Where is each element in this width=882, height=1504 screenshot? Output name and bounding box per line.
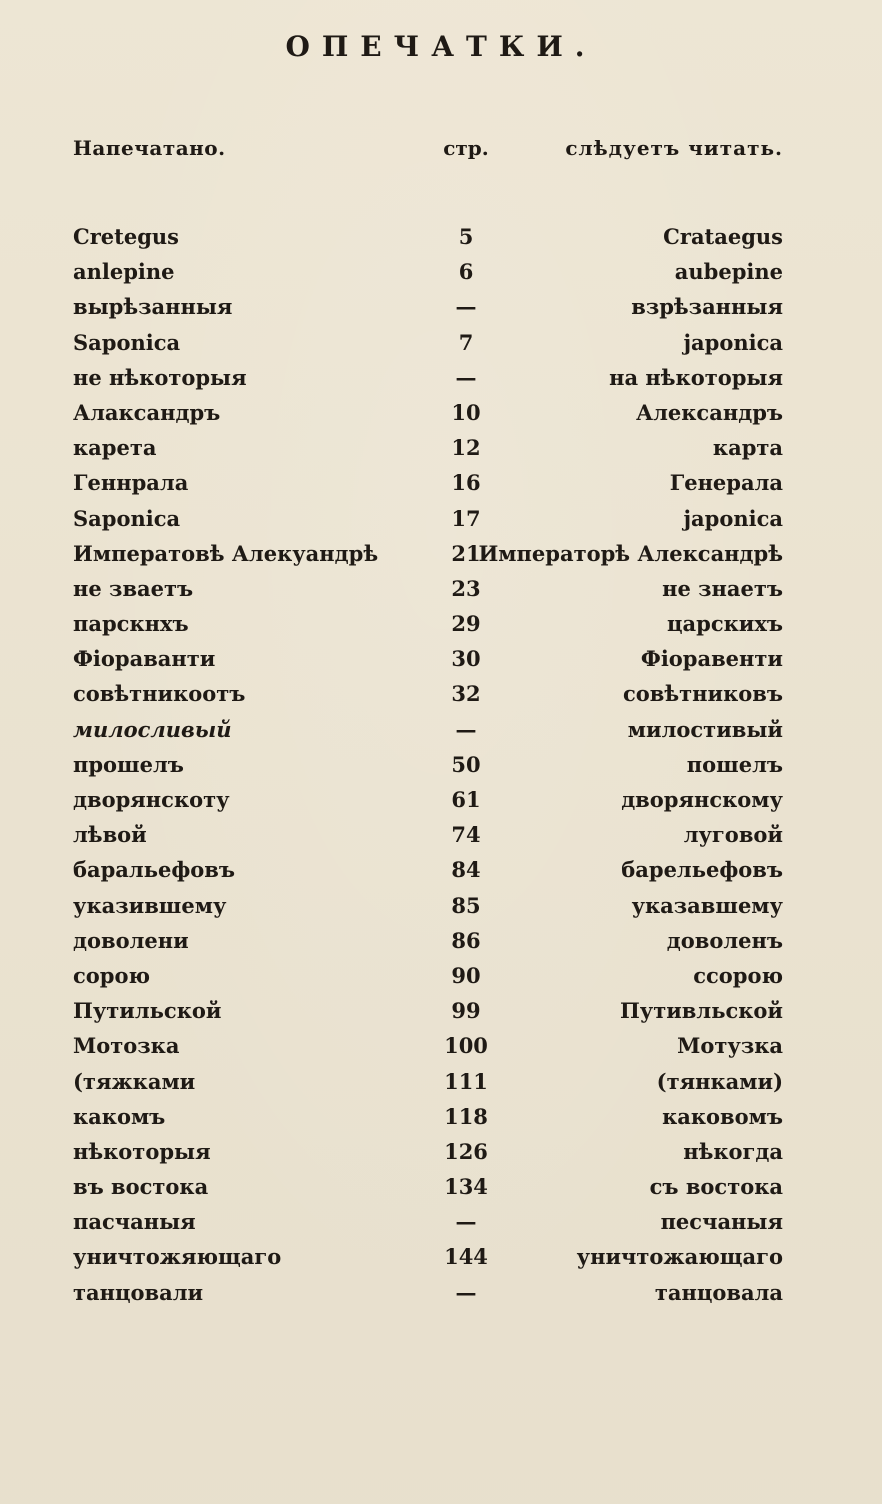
cell-page: — (455, 294, 477, 320)
cell-correct: песчаныя (660, 1209, 783, 1235)
cell-correct: Генерала (669, 470, 783, 496)
cell-page: 111 (444, 1068, 488, 1094)
table-row (73, 360, 783, 395)
cell-printed: нѣкоторыя (73, 1138, 211, 1164)
cell-correct: Александръ (636, 399, 783, 425)
cell-printed: парскнхъ (73, 611, 189, 637)
column-headers (73, 136, 783, 166)
table-row (73, 430, 783, 465)
table-row (73, 1204, 783, 1239)
table-row (73, 254, 783, 289)
table-row (73, 1134, 783, 1169)
cell-printed: прошелъ (73, 751, 184, 777)
cell-correct: Crataegus (663, 224, 783, 249)
cell-page: 6 (458, 259, 474, 285)
cell-correct: совѣтниковъ (623, 681, 783, 707)
table-row (73, 395, 783, 430)
cell-page: 29 (451, 611, 481, 637)
header-page: стр. (443, 136, 489, 160)
cell-correct: ссорою (693, 962, 783, 988)
cell-correct: дворянскому (621, 787, 783, 812)
table-row (73, 501, 783, 536)
cell-page: 85 (451, 892, 481, 918)
table-row (73, 852, 783, 887)
cell-printed: Алаксандръ (73, 399, 221, 425)
cell-page: — (455, 716, 477, 742)
cell-printed: лѣвой (73, 822, 147, 848)
table-row (73, 1239, 783, 1274)
table-row (73, 888, 783, 923)
cell-page: — (455, 1209, 477, 1235)
errata-table (73, 219, 783, 1310)
cell-correct: карта (712, 435, 783, 461)
cell-page: 90 (451, 962, 481, 988)
cell-correct: барельефовъ (621, 857, 783, 883)
cell-page: 5 (458, 224, 474, 249)
cell-printed: какомъ (73, 1103, 166, 1129)
table-row (73, 219, 783, 254)
cell-printed: Мотозка (73, 1033, 180, 1059)
cell-printed: Saponica (73, 505, 181, 531)
cell-correct: Мотузка (677, 1033, 783, 1059)
cell-page: 7 (458, 329, 474, 355)
cell-correct: указавшему (631, 892, 783, 918)
cell-printed: баральефовъ (73, 857, 235, 883)
cell-page: 17 (451, 505, 481, 531)
table-row (73, 993, 783, 1028)
cell-page: 30 (451, 646, 481, 672)
cell-printed: Saponica (73, 329, 181, 355)
table-row (73, 536, 783, 571)
cell-page: 84 (451, 857, 481, 883)
cell-page: 74 (451, 822, 481, 848)
table-row (73, 1028, 783, 1063)
cell-correct: (тянками) (656, 1068, 783, 1094)
cell-page: 10 (451, 399, 481, 425)
header-printed: Напечатано. (73, 136, 226, 160)
cell-page: 144 (444, 1244, 488, 1270)
table-row (73, 1275, 783, 1310)
table-row (73, 1064, 783, 1099)
cell-page: 134 (444, 1174, 488, 1200)
table-row (73, 465, 783, 500)
cell-correct: съ востока (649, 1174, 783, 1200)
cell-page: — (455, 364, 477, 390)
table-row (73, 1099, 783, 1134)
cell-page: 61 (451, 787, 481, 812)
cell-printed: пасчаныя (73, 1209, 196, 1235)
cell-correct: Императорѣ Александрѣ (478, 540, 783, 566)
cell-printed: въ востока (73, 1174, 209, 1200)
table-row (73, 641, 783, 676)
table-row (73, 958, 783, 993)
cell-page: 16 (451, 470, 481, 496)
cell-printed: танцовали (73, 1279, 204, 1305)
cell-page: 23 (451, 575, 481, 601)
table-row (73, 747, 783, 782)
cell-page: 126 (444, 1138, 488, 1164)
cell-correct: Фіоравенти (640, 646, 783, 672)
cell-correct: милостивый (627, 716, 783, 742)
cell-printed: сорою (73, 962, 151, 988)
cell-printed: Императовѣ Алекуандрѣ (73, 540, 379, 566)
cell-page: 32 (451, 681, 481, 707)
cell-printed: Фіораванти (73, 646, 216, 672)
cell-printed: указившему (73, 892, 227, 918)
cell-page: 118 (444, 1103, 488, 1129)
cell-page: 12 (451, 435, 481, 461)
cell-printed: доволени (73, 927, 189, 953)
header-read: слѣдуетъ читать. (565, 136, 783, 160)
cell-printed: Путильской (73, 998, 222, 1024)
cell-printed: (тяжками (73, 1068, 196, 1094)
cell-printed: вырѣзанныя (73, 294, 233, 320)
cell-page: 50 (451, 751, 481, 777)
cell-correct: japonica (683, 505, 783, 531)
cell-correct: Путивльской (619, 998, 783, 1024)
cell-printed: карета (73, 435, 157, 461)
table-row (73, 817, 783, 852)
cell-printed: Cretegus (73, 224, 179, 249)
cell-correct: доволенъ (666, 927, 783, 953)
cell-correct: каковомъ (662, 1103, 783, 1129)
table-row (73, 676, 783, 711)
cell-correct: пошелъ (686, 751, 783, 777)
cell-correct: луговой (683, 822, 783, 848)
cell-page: 99 (451, 998, 481, 1024)
cell-printed: дворянскоту (73, 787, 230, 812)
page-title: ОПЕЧАТКИ. (285, 30, 597, 63)
table-row (73, 1169, 783, 1204)
table-row (73, 712, 783, 747)
cell-page: — (455, 1279, 477, 1305)
table-row (73, 923, 783, 958)
cell-correct: царскихъ (667, 611, 783, 637)
cell-correct: танцовала (654, 1279, 783, 1305)
cell-correct: не знаетъ (662, 575, 783, 601)
cell-correct: нѣкогда (683, 1138, 783, 1164)
cell-correct: japonica (683, 329, 783, 355)
cell-correct: уничтожающаго (576, 1244, 783, 1270)
cell-printed: совѣтникоотъ (73, 681, 246, 707)
table-row (73, 289, 783, 324)
cell-printed: не звает͏ъ (73, 575, 194, 601)
cell-page: 21 (451, 540, 481, 566)
cell-printed: anlepine (73, 259, 175, 285)
table-row (73, 606, 783, 641)
cell-printed: уничтожяющаго (73, 1244, 282, 1270)
cell-page: 86 (451, 927, 481, 953)
table-row (73, 571, 783, 606)
cell-page: 100 (444, 1033, 488, 1059)
cell-printed: милосливый (73, 716, 232, 742)
cell-correct: на нѣкоторыя (609, 364, 783, 390)
table-row (73, 325, 783, 360)
cell-correct: взрѣзанныя (631, 294, 783, 320)
cell-printed: Геннрала (73, 470, 189, 496)
cell-printed: не нѣкоторыя (73, 364, 247, 390)
cell-correct: aubepine (674, 259, 783, 285)
table-row (73, 782, 783, 817)
